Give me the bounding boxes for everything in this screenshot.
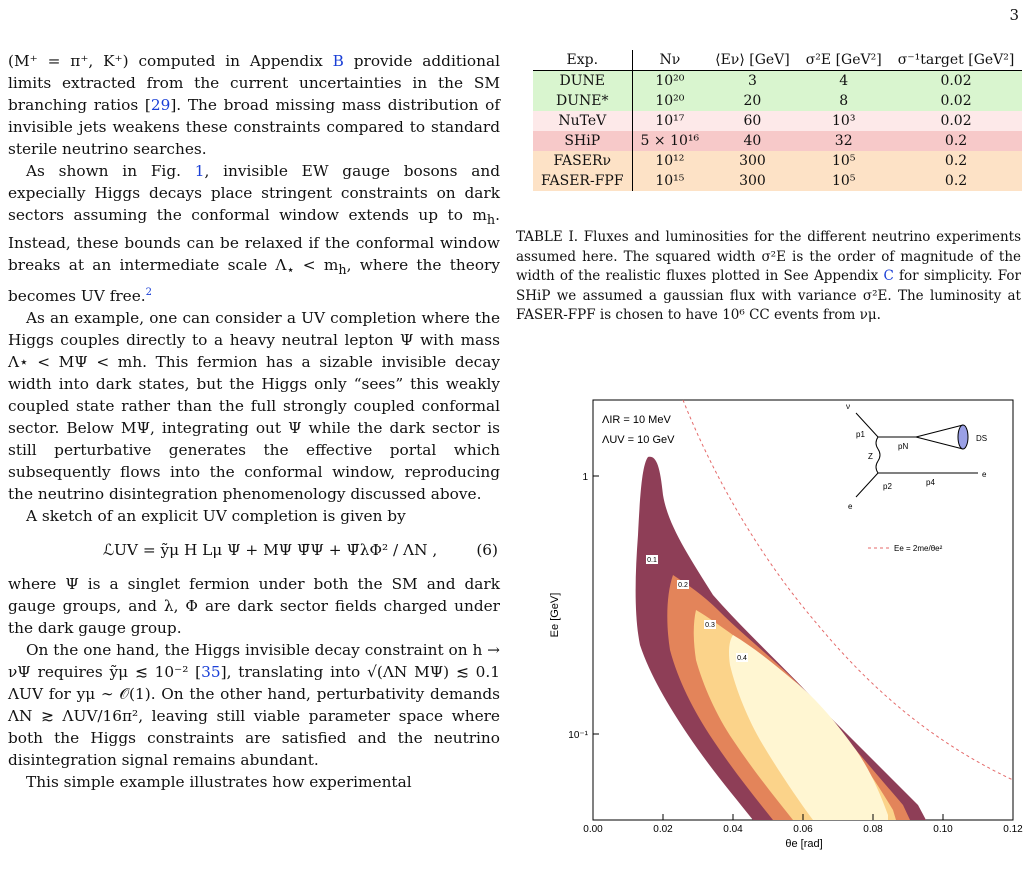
col-header: ⟨Eν⟩ [GeV] <box>707 50 798 71</box>
table-caption: TABLE I. Fluxes and luminosities for the different neutrino experiments assumed here. The squared width σ²E is the order of magnitude of the width of the realistic fluxes plotted in See Appendix C for simplicity. For SHiP we assumed a gaussian flux with variance σ²E. The luminosity at FASER-FPF is chosen to have 10⁶ CC events from νμ. <box>516 229 1021 323</box>
table-cell: 10¹⁷ <box>655 113 685 129</box>
table-row <box>533 71 1022 92</box>
table-row <box>533 171 1022 191</box>
svg-text:p4: p4 <box>926 478 935 487</box>
col-header: Nν <box>632 50 707 71</box>
table-cell: 60 <box>743 113 762 129</box>
svg-text:DS: DS <box>976 434 988 443</box>
page-number: 3 <box>1009 6 1019 24</box>
table-cell: 0.2 <box>944 173 968 189</box>
table-cell: 4 <box>839 73 849 89</box>
contour-label-0.2: 0.2 <box>678 582 688 589</box>
table-row <box>533 91 1022 111</box>
x-tick-label: 0.00 <box>583 824 603 835</box>
table-cell: 300 <box>739 153 766 169</box>
annotation-lambda-ir: ΛIR = 10 MeV <box>602 414 671 426</box>
paragraph-3: As an example, one can consider a UV completion where the Higgs couples directly to a heavy neutral lepton Ψ with mass Λ⋆ < MΨ < mh. This fermion has a sizable invisible decay width into dark states, but the Higgs only “sees” this weakly coupled state rather than the full strongly coupled conformal sector. Below MΨ, integrating out Ψ while the dark sector is still perturbative generates the effective portal which subsequently flows into the conformal window, reproducing the neutrino disintegration phenomenology discussed above. <box>8 309 500 504</box>
table-cell: DUNE <box>533 71 632 92</box>
equation-number: (6) <box>476 541 498 560</box>
y-axis-label: Ee [GeV] <box>549 592 561 638</box>
svg-text:e: e <box>848 502 853 511</box>
svg-text:Z: Z <box>868 452 873 461</box>
col-header: σ²E [GeV²] <box>798 50 890 71</box>
table-cell: 0.02 <box>940 113 972 129</box>
footnote-2-link[interactable]: 2 <box>145 287 153 299</box>
table-cell: 8 <box>839 93 849 109</box>
x-tick-label: 0.06 <box>793 824 813 835</box>
contour-label-0.1: 0.1 <box>647 557 657 564</box>
table-cell: 3 <box>747 73 757 89</box>
svg-text:p1: p1 <box>856 430 865 439</box>
x-tick-label: 0.10 <box>933 824 953 835</box>
table-cell: 20 <box>743 93 762 109</box>
appendix-b-link[interactable]: B <box>332 52 344 70</box>
table-cell: 10⁵ <box>832 173 856 189</box>
table-row <box>533 111 1022 131</box>
x-tick-label: 0.08 <box>863 824 883 835</box>
svg-text:ν: ν <box>846 402 850 411</box>
table-cell: 40 <box>743 133 762 149</box>
table-cell: 10³ <box>832 113 856 129</box>
appendix-c-link[interactable]: C <box>883 268 894 284</box>
experiments-table <box>533 50 1022 191</box>
contour-label-0.4: 0.4 <box>737 655 747 662</box>
svg-text:p2: p2 <box>883 482 892 491</box>
contour-label-0.3: 0.3 <box>705 622 715 629</box>
table-header-row <box>533 50 1022 71</box>
col-header: Exp. <box>533 50 632 71</box>
table-row <box>533 131 1022 151</box>
y-tick-label: 1 <box>582 472 588 483</box>
svg-text:e: e <box>982 470 987 479</box>
y-tick-label: 10⁻¹ <box>568 730 588 741</box>
paragraph-5: where Ψ is a singlet fermion under both the SM and dark gauge groups, and λ, Φ are dark sector fields charged under the dark gauge group. <box>8 575 500 638</box>
legend-label: Ee = 2me/θe² <box>894 544 943 553</box>
left-column <box>8 50 500 793</box>
table-cell: 5 × 10¹⁶ <box>640 133 700 149</box>
paragraph-6: On the one hand, the Higgs invisible decay constraint on h → νΨ requires ỹμ ≲ 10⁻² [35], translating into √(ΛN MΨ) ≲ 0.1 ΛUV for yμ ∼ 𝒪(1). On the other hand, perturbativity demands ΛN ≳ ΛUV/16π², leaving still viable parameter space where both the Higgs constraints are satisfied and the neutrino disintegration signal remains abundant. <box>8 641 501 770</box>
table-cell: 10²⁰ <box>655 73 685 89</box>
x-tick-label: 0.02 <box>653 824 673 835</box>
paragraph-4: A sketch of an explicit UV completion is given by <box>26 507 406 526</box>
table-cell: 32 <box>834 133 853 149</box>
paragraph-7: This simple example illustrates how experimental <box>26 773 412 792</box>
table-cell: 0.02 <box>940 73 972 89</box>
contour-figure <box>538 385 1024 865</box>
table-cell: 10¹² <box>655 153 685 169</box>
table-cell: 0.2 <box>944 153 968 169</box>
table-row <box>533 151 1022 171</box>
paragraph-1: (M⁺ = π⁺, K⁺) computed in Appendix B provide additional limits extracted from the current uncertainties in the SM branching ratios [29]. The broad missing mass distribution of invisible jets weakens these constraints compared to standard sterile neutrino searches. <box>8 52 500 158</box>
annotation-lambda-uv: ΛUV = 10 GeV <box>602 434 675 446</box>
table-cell: NuTeV <box>533 111 632 131</box>
contour-plot <box>538 385 1024 865</box>
svg-text:pN: pN <box>898 442 909 451</box>
table-cell: 300 <box>739 173 766 189</box>
ref-29-link[interactable]: 29 <box>150 96 171 114</box>
table-cell: 0.02 <box>940 93 972 109</box>
x-tick-label: 0.12 <box>1003 824 1023 835</box>
paragraph-2: As shown in Fig. 1, invisible EW gauge bosons and expecially Higgs decays place stringent constraints on dark sectors assuming the conformal window extends up to $m_h$. Instead, these bounds can be relaxed if the conformal window breaks at an intermediate scale $\Lambda_⋆ < m_h$, where the theory becomes UV free.$^2$ <box>8 162 500 306</box>
table-cell: FASERν <box>533 151 632 171</box>
table-cell: 10²⁰ <box>655 93 685 109</box>
table-cell: DUNE* <box>533 91 632 111</box>
table-cell: 10⁵ <box>832 153 856 169</box>
ref-35-link[interactable]: 35 <box>201 663 221 682</box>
x-tick-label: 0.04 <box>723 824 743 835</box>
table-cell: FASER-FPF <box>533 171 632 191</box>
fig-1-link[interactable]: 1 <box>194 162 205 180</box>
col-header: σ⁻¹target [GeV²] <box>890 50 1023 71</box>
equation-6: ℒUV = ỹμ H Lμ Ψ + MΨ Ψ̄Ψ + Ψ̄λΦ² / ΛN , (6) <box>103 541 498 560</box>
table-cell: SHiP <box>533 131 632 151</box>
x-axis-label: θe [rad] <box>785 838 823 850</box>
table-cell: 10¹⁵ <box>655 173 685 189</box>
table-cell: 0.2 <box>944 133 968 149</box>
